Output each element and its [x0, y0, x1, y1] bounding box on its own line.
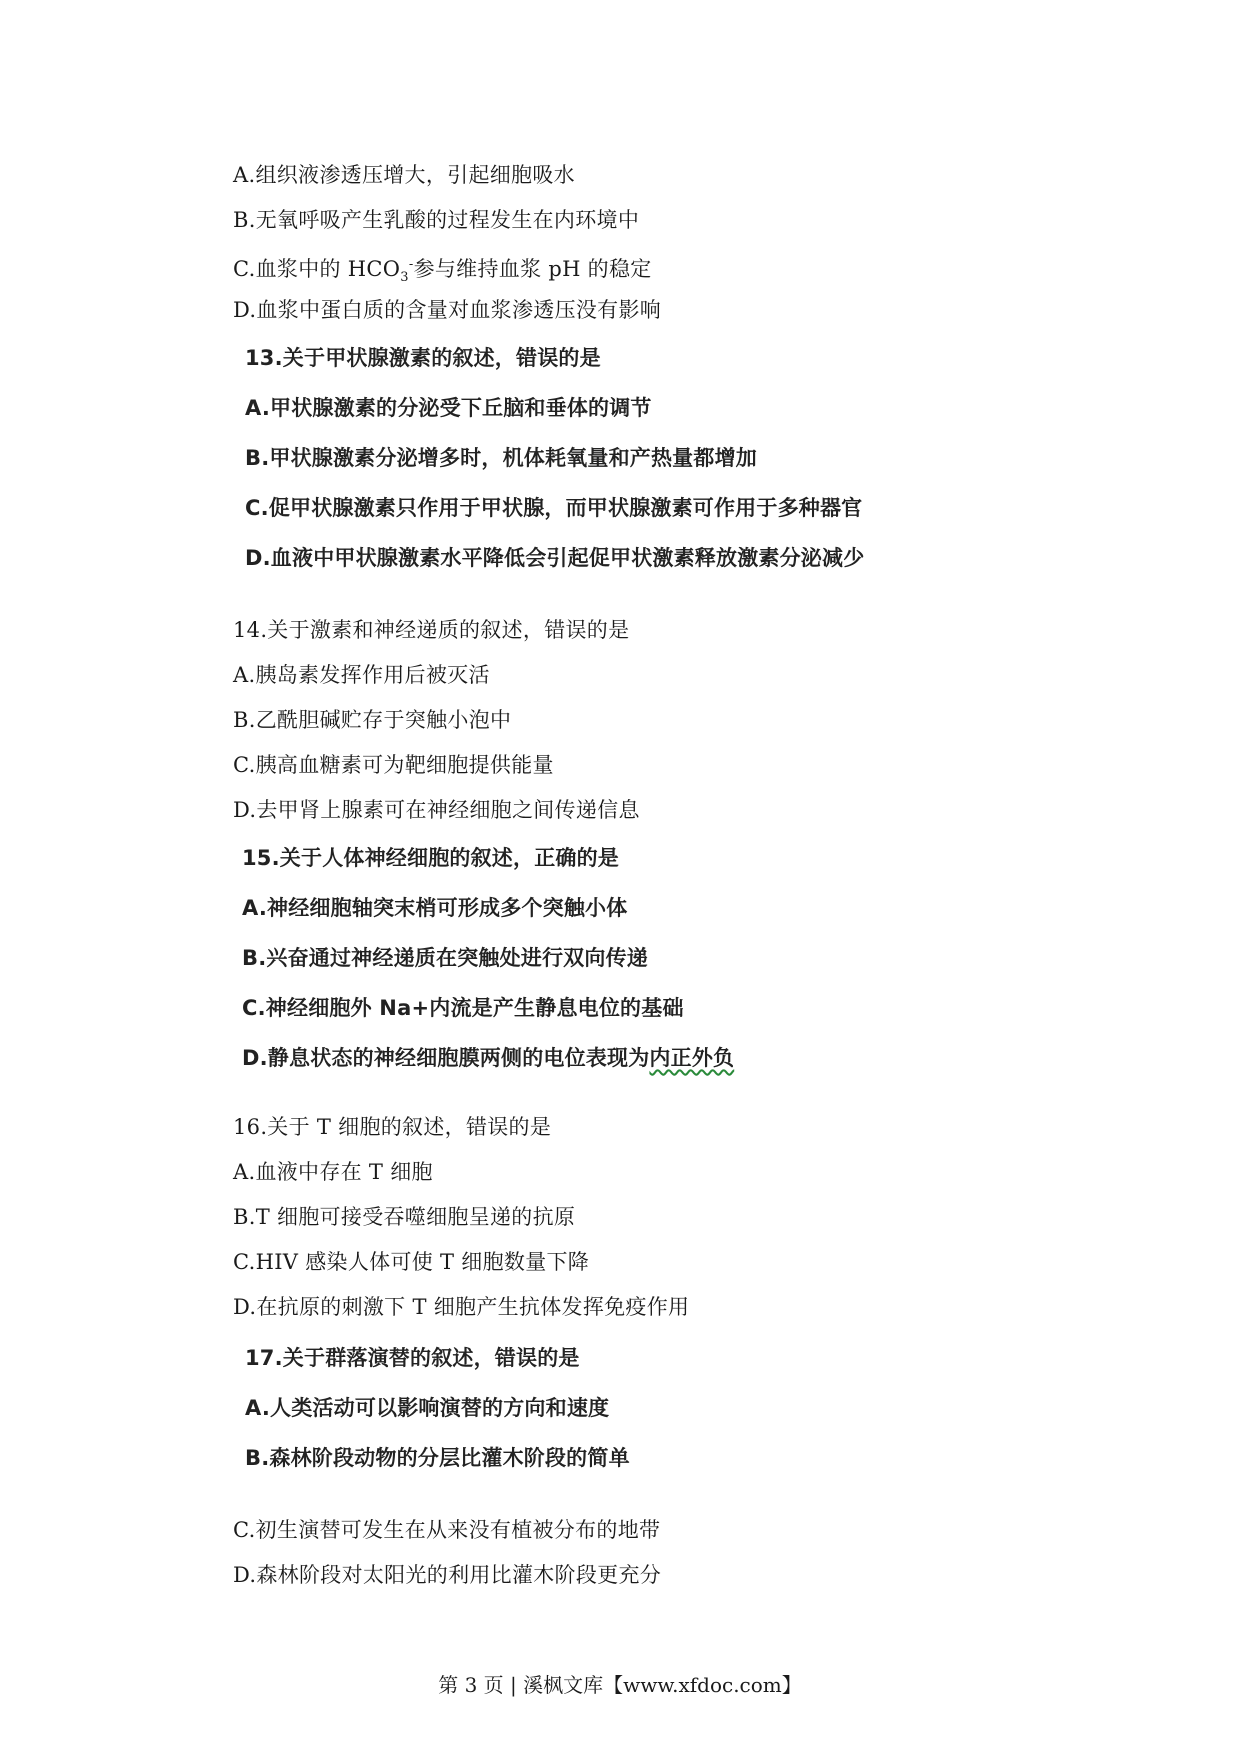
q14-option-a: A.胰岛素发挥作用后被灭活	[233, 663, 490, 687]
q12-option-a: A.组织液渗透压增大，引起细胞吸水	[233, 163, 575, 187]
q12-option-b: B.无氧呼吸产生乳酸的过程发生在内环境中	[233, 208, 640, 232]
q14-option-d: D.去甲肾上腺素可在神经细胞之间传递信息	[233, 798, 640, 822]
q13-option-a: A.甲状腺激素的分泌受下丘脑和垂体的调节	[245, 396, 652, 420]
q12-option-c: C.血浆中的 $HCO_3^-$参与维持血浆 pH 的稳定	[233, 257, 652, 286]
q17-stem: 17.关于群落演替的叙述，错误的是	[245, 1346, 580, 1370]
q14-option-b: B.乙酰胆碱贮存于突触小泡中	[233, 708, 512, 732]
q17-option-d: D.森林阶段对太阳光的利用比灌木阶段更充分	[233, 1563, 662, 1587]
q15-option-c: C.神经细胞外 Na+内流是产生静息电位的基础	[242, 996, 684, 1020]
q16-option-d: D.在抗原的刺激下 T 细胞产生抗体发挥免疫作用	[233, 1295, 690, 1319]
q14-stem: 14.关于激素和神经递质的叙述，错误的是	[233, 618, 630, 642]
q13-option-c: C.促甲状腺激素只作用于甲状腺，而甲状腺激素可作用于多种器官	[245, 496, 863, 520]
q16-stem: 16.关于 T 细胞的叙述，错误的是	[233, 1115, 552, 1139]
q13-option-d: D.血液中甲状腺激素水平降低会引起促甲状激素释放激素分泌减少	[245, 546, 865, 570]
q13-option-b: B.甲状腺激素分泌增多时，机体耗氧量和产热量都增加	[245, 446, 757, 470]
q15-option-b: B.兴奋通过神经递质在突触处进行双向传递	[242, 946, 648, 970]
q17-option-a: A.人类活动可以影响演替的方向和速度	[245, 1396, 610, 1420]
q15-option-a: A.神经细胞轴突末梢可形成多个突触小体	[242, 896, 628, 920]
q14-option-c: C.胰高血糖素可为靶细胞提供能量	[233, 753, 554, 777]
wavy-underline-mark: 内正外负	[649, 1046, 735, 1070]
q17-option-c: C.初生演替可发生在从来没有植被分布的地带	[233, 1518, 661, 1542]
q17-option-b: B.森林阶段动物的分层比灌木阶段的简单	[245, 1446, 630, 1470]
q15-option-d: D.静息状态的神经细胞膜两侧的电位表现为内正外负	[242, 1046, 735, 1070]
q16-option-c: C.HIV 感染人体可使 T 细胞数量下降	[233, 1250, 590, 1274]
q16-option-b: B.T 细胞可接受吞噬细胞呈递的抗原	[233, 1205, 576, 1229]
page-footer: 第 3 页 | 溪枫文库【www.xfdoc.com】	[438, 1673, 802, 1697]
q16-option-a: A.血液中存在 T 细胞	[233, 1160, 433, 1184]
q12-option-d: D.血浆中蛋白质的含量对血浆渗透压没有影响	[233, 298, 662, 322]
q15-stem: 15.关于人体神经细胞的叙述，正确的是	[242, 846, 619, 870]
q13-stem: 13.关于甲状腺激素的叙述，错误的是	[245, 346, 601, 370]
